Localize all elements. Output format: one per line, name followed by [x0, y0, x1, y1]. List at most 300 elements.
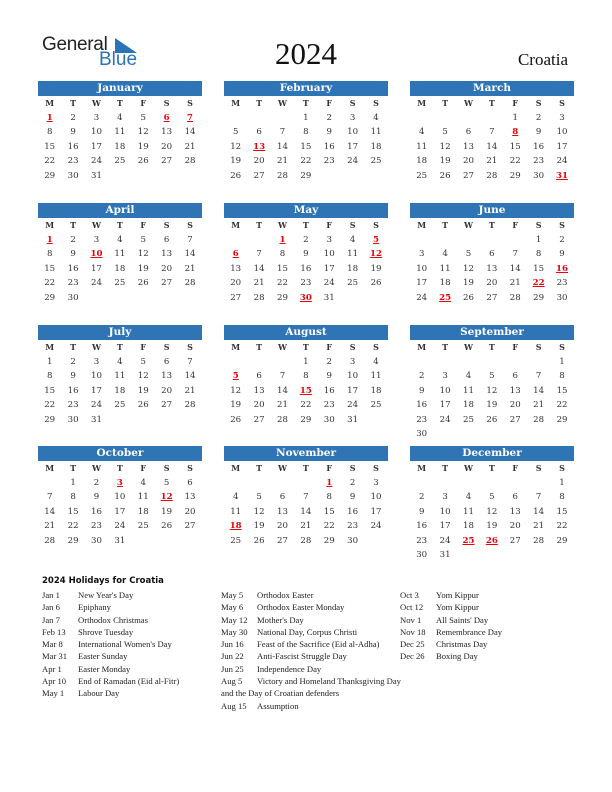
holiday-name: Feast of the Sacrifice (Eid al-Adha): [257, 639, 380, 650]
day-cell: 19: [230, 400, 242, 410]
day-cell: 9: [303, 249, 309, 259]
day-cell: 21: [533, 400, 545, 410]
weekday-label: T: [70, 463, 77, 473]
day-cell: 11: [463, 506, 474, 517]
day-cell: 20: [161, 263, 173, 274]
empty-cell: [410, 233, 433, 248]
day-cell: 3: [442, 371, 448, 381]
weekday-label: T: [302, 342, 309, 352]
empty-cell: [294, 476, 317, 491]
month-april: [38, 203, 202, 305]
day-cell: 13: [509, 506, 521, 517]
weekday-label: S: [559, 220, 565, 230]
day-cell: 5: [256, 492, 262, 502]
day-cell: 29: [44, 170, 56, 181]
weekday-label: M: [45, 463, 55, 473]
weekday-label: T: [256, 342, 263, 352]
day-cell: 24: [370, 521, 382, 531]
day-cell: 24: [439, 414, 451, 425]
day-cell: 22: [323, 521, 335, 531]
day-cell: 20: [486, 278, 498, 288]
holiday-date-label: Dec 26: [400, 651, 425, 662]
month-header: December: [410, 446, 574, 461]
weekday-label: T: [116, 98, 123, 108]
day-cell: 17: [347, 385, 359, 396]
day-cell: 26: [137, 400, 149, 410]
weekday-label: T: [70, 220, 77, 230]
day-cell: 11: [463, 385, 474, 396]
day-cell: 15: [277, 263, 288, 274]
day-cell: 24: [91, 400, 102, 410]
day-cell: 29: [44, 292, 56, 303]
holiday-date-label: Nov 18: [400, 626, 426, 637]
month-december: [410, 446, 574, 563]
holiday-date-label: Mar 8: [42, 639, 63, 650]
empty-cell: [480, 111, 503, 126]
day-cell: 27: [253, 170, 265, 181]
day-cell: 2: [93, 477, 100, 488]
day-cell: 19: [137, 263, 149, 274]
day-cell: 25: [137, 521, 149, 531]
day-cell: 24: [323, 278, 335, 288]
day-cell: 23: [91, 521, 102, 531]
day-cell: 2: [535, 112, 542, 123]
holiday-row: [42, 675, 212, 687]
day-cell: 20: [509, 400, 521, 410]
holiday-row: [221, 614, 401, 626]
holiday-name: National Day, Corpus Christi: [257, 626, 358, 637]
day-cell: 18: [347, 263, 359, 274]
day-cell: 17: [556, 141, 568, 152]
day-cell: 7: [256, 249, 262, 259]
day-cell: 20: [253, 156, 265, 166]
day-cell: 25: [370, 156, 382, 166]
day-cell: 18: [463, 400, 474, 410]
day-cell: 19: [137, 141, 149, 152]
weekday-label: T: [70, 98, 77, 108]
holiday-date: 13: [253, 141, 266, 152]
day-grid: [410, 96, 574, 183]
day-cell: 5: [465, 249, 472, 259]
empty-cell: [410, 111, 433, 126]
day-cell: 25: [114, 400, 126, 410]
day-cell: 9: [535, 127, 542, 137]
day-cell: 17: [91, 263, 102, 274]
day-cell: 28: [533, 535, 545, 546]
weekday-label: T: [302, 463, 309, 473]
day-cell: 24: [439, 535, 451, 546]
day-cell: 19: [439, 156, 451, 166]
day-cell: 6: [512, 371, 518, 381]
weekday-label: T: [442, 342, 449, 352]
day-cell: 10: [323, 249, 335, 259]
day-cell: 1: [535, 234, 542, 245]
weekday-label: F: [512, 342, 519, 352]
day-cell: 16: [416, 521, 428, 531]
month-header: October: [38, 446, 202, 461]
day-cell: 10: [416, 263, 428, 274]
day-cell: 30: [67, 170, 79, 181]
holiday-name: Yom Kippur: [436, 590, 479, 600]
weekday-label: T: [442, 98, 449, 108]
day-cell: 4: [465, 371, 472, 381]
holiday-date-label: Oct 12: [400, 602, 424, 613]
day-cell: 16: [67, 141, 79, 152]
day-cell: 19: [161, 506, 173, 517]
day-cell: 17: [323, 263, 335, 274]
day-cell: 21: [486, 156, 498, 166]
day-cell: 9: [93, 492, 100, 502]
holiday-date-label: Jan 7: [42, 614, 60, 625]
day-cell: 6: [489, 249, 495, 259]
day-cell: 6: [256, 371, 262, 381]
holiday-name: Assumption: [257, 700, 299, 711]
weekday-label: W: [277, 98, 287, 108]
day-cell: 25: [370, 400, 382, 410]
day-cell: 16: [67, 385, 79, 396]
day-cell: 19: [230, 156, 242, 166]
weekday-label: T: [488, 98, 495, 108]
day-cell: 22: [509, 156, 521, 166]
day-cell: 22: [556, 521, 568, 531]
day-cell: 4: [349, 234, 356, 245]
holiday-date-label: Dec 25: [400, 639, 425, 650]
day-cell: 2: [418, 492, 425, 502]
day-cell: 10: [439, 385, 451, 396]
holiday-name: Anti-Fascist Struggle Day: [257, 651, 347, 662]
holiday-date-label: Jan 1: [42, 590, 60, 600]
day-cell: 14: [277, 385, 288, 396]
day-cell: 24: [416, 292, 428, 303]
day-cell: 20: [230, 278, 242, 288]
month-header: November: [224, 446, 388, 461]
day-cell: 18: [137, 506, 149, 517]
weekday-label: W: [91, 220, 101, 230]
day-cell: 13: [161, 127, 173, 137]
day-cell: 16: [416, 400, 428, 410]
day-cell: 13: [463, 141, 474, 152]
holiday-date-label: Jun 16: [221, 639, 244, 650]
day-grid: [38, 218, 202, 305]
weekday-label: M: [45, 98, 55, 108]
day-cell: 29: [509, 170, 521, 181]
day-cell: 7: [187, 234, 193, 245]
day-cell: 22: [300, 400, 312, 410]
day-cell: 11: [114, 371, 126, 381]
day-cell: 11: [370, 371, 382, 381]
day-cell: 14: [277, 141, 288, 152]
day-cell: 7: [303, 492, 309, 502]
holiday-row: [400, 601, 570, 613]
day-cell: 10: [556, 127, 568, 137]
day-cell: 14: [253, 263, 265, 274]
day-cell: 28: [509, 292, 521, 303]
day-cell: 19: [486, 521, 498, 531]
weekday-label: S: [535, 463, 542, 473]
holiday-name: Yom Kippur: [436, 602, 479, 613]
day-cell: 22: [277, 278, 288, 288]
holiday-name: Remembrance Day: [436, 626, 503, 637]
day-cell: 18: [416, 156, 428, 166]
empty-cell: [224, 111, 247, 126]
weekday-label: F: [512, 463, 519, 473]
day-cell: 16: [323, 141, 335, 152]
empty-cell: [457, 355, 480, 370]
holiday-date: 3: [116, 477, 123, 488]
day-cell: 1: [303, 112, 309, 123]
holiday-name: Mother's Day: [257, 614, 304, 625]
day-cell: 11: [114, 127, 126, 137]
month-header: August: [224, 325, 388, 340]
day-cell: 13: [184, 492, 196, 502]
weekday-label: W: [277, 342, 287, 352]
day-cell: 11: [114, 249, 126, 259]
holiday-row: [221, 601, 401, 613]
empty-cell: [504, 233, 527, 248]
day-cell: 1: [70, 477, 76, 488]
holiday-date: 7: [187, 112, 194, 123]
day-cell: 9: [418, 506, 425, 517]
day-cell: 20: [277, 521, 288, 531]
holiday-name: Victory and Homeland Thanksgiving Day and the Day of Croatian defenders: [221, 676, 401, 699]
day-cell: 17: [347, 141, 359, 152]
day-cell: 20: [161, 385, 173, 396]
empty-cell: [504, 355, 527, 370]
month-june: [410, 203, 574, 305]
day-cell: 7: [512, 249, 518, 259]
day-cell: 15: [556, 506, 568, 517]
day-cell: 26: [137, 156, 149, 166]
holiday-date: 1: [279, 234, 286, 245]
empty-cell: [271, 111, 294, 126]
holiday-date-label: May 6: [221, 602, 244, 613]
day-cell: 23: [67, 278, 79, 288]
weekday-label: W: [463, 220, 473, 230]
day-cell: 4: [117, 112, 123, 123]
day-cell: 14: [533, 506, 545, 517]
day-cell: 7: [279, 371, 286, 381]
weekday-label: S: [163, 342, 170, 352]
holiday-row: [221, 626, 401, 638]
day-cell: 2: [418, 371, 425, 381]
holiday-row: [42, 614, 212, 626]
weekday-label: M: [417, 342, 427, 352]
day-cell: 6: [163, 356, 170, 367]
weekday-label: T: [256, 98, 263, 108]
day-cell: 6: [187, 477, 193, 488]
month-header: January: [38, 81, 202, 96]
day-cell: 8: [535, 249, 542, 259]
day-cell: 26: [230, 170, 242, 181]
day-cell: 16: [300, 263, 312, 274]
day-cell: 3: [442, 492, 448, 502]
day-cell: 15: [44, 141, 56, 152]
day-cell: 11: [347, 249, 359, 259]
holiday-row: [42, 601, 212, 613]
day-cell: 18: [439, 278, 451, 288]
day-cell: 13: [230, 263, 242, 274]
day-cell: 16: [67, 263, 79, 274]
day-cell: 14: [184, 249, 196, 259]
day-cell: 1: [46, 356, 53, 367]
holiday-row: [42, 638, 212, 650]
day-cell: 3: [93, 356, 100, 367]
holiday-name: Shrove Tuesday: [78, 626, 134, 637]
day-cell: 15: [44, 385, 56, 396]
day-cell: 29: [323, 535, 335, 546]
day-grid: [38, 96, 202, 183]
day-cell: 22: [67, 521, 79, 531]
day-cell: 25: [347, 278, 359, 288]
day-cell: 21: [533, 521, 545, 531]
day-cell: 26: [253, 535, 265, 546]
holiday-name: Boxing Day: [436, 651, 478, 662]
day-cell: 3: [418, 249, 425, 259]
month-header: September: [410, 325, 574, 340]
day-cell: 7: [535, 371, 542, 381]
page-title-year: 2024: [275, 36, 337, 71]
holiday-row: [400, 614, 570, 626]
country-label: Croatia: [517, 50, 568, 69]
day-cell: 7: [46, 492, 53, 502]
day-cell: 25: [114, 278, 126, 288]
weekday-label: F: [512, 220, 519, 230]
weekday-label: T: [116, 342, 123, 352]
day-cell: 19: [463, 278, 474, 288]
day-cell: 26: [439, 170, 451, 181]
holiday-date: 16: [556, 263, 569, 274]
day-cell: 3: [559, 112, 565, 123]
holiday-column: [42, 589, 212, 700]
day-cell: 18: [463, 521, 474, 531]
weekday-label: S: [559, 98, 565, 108]
weekday-label: F: [140, 463, 147, 473]
holiday-row: [42, 650, 212, 662]
day-cell: 5: [140, 356, 146, 367]
day-cell: 2: [326, 112, 332, 123]
day-cell: 5: [140, 234, 146, 245]
day-cell: 23: [300, 278, 312, 288]
day-cell: 30: [416, 550, 428, 560]
empty-cell: [247, 355, 270, 370]
weekday-label: S: [349, 463, 356, 473]
weekday-label: T: [116, 220, 123, 230]
day-cell: 14: [486, 141, 498, 152]
weekday-label: T: [488, 342, 495, 352]
day-cell: 5: [163, 477, 170, 488]
weekday-label: T: [442, 220, 449, 230]
day-cell: 2: [559, 234, 565, 245]
day-cell: 9: [70, 371, 76, 381]
day-cell: 16: [347, 506, 359, 517]
weekday-label: T: [256, 463, 263, 473]
day-cell: 14: [184, 127, 196, 137]
day-cell: 17: [439, 400, 451, 410]
day-cell: 28: [533, 414, 545, 425]
day-cell: 1: [512, 112, 518, 123]
day-cell: 20: [161, 141, 173, 152]
day-cell: 31: [91, 170, 102, 181]
holiday-date: 18: [229, 521, 242, 531]
holiday-date: 10: [90, 249, 103, 259]
holiday-name: Orthodox Easter: [257, 590, 314, 600]
day-cell: 13: [486, 263, 498, 274]
weekday-label: M: [45, 220, 55, 230]
holiday-row: [42, 663, 212, 675]
holiday-date: 15: [299, 385, 312, 396]
day-cell: 28: [253, 292, 265, 303]
day-cell: 30: [556, 292, 568, 303]
weekday-label: F: [140, 342, 147, 352]
weekday-label: W: [463, 342, 473, 352]
day-cell: 28: [184, 156, 196, 166]
weekday-label: S: [349, 342, 356, 352]
day-cell: 22: [556, 400, 568, 410]
day-cell: 14: [509, 263, 521, 274]
holiday-date-label: Jun 22: [221, 651, 244, 662]
holiday-date-label: Jun 25: [221, 663, 244, 674]
day-cell: 31: [114, 535, 126, 546]
day-cell: 13: [161, 371, 173, 381]
weekday-label: W: [277, 220, 287, 230]
weekday-label: M: [45, 342, 55, 352]
holiday-name: Epiphany: [78, 602, 111, 613]
day-grid: [224, 461, 388, 548]
day-cell: 4: [465, 492, 472, 502]
weekday-label: S: [163, 220, 170, 230]
day-cell: 21: [277, 400, 288, 410]
day-cell: 31: [323, 292, 335, 303]
day-cell: 20: [463, 156, 474, 166]
holiday-row: [42, 589, 212, 601]
day-cell: 23: [416, 535, 428, 546]
holiday-date: 12: [160, 492, 173, 502]
day-cell: 20: [509, 521, 521, 531]
holiday-row: [400, 650, 570, 662]
day-cell: 28: [300, 535, 312, 546]
day-cell: 23: [67, 400, 79, 410]
holiday-date: 25: [462, 535, 475, 546]
day-cell: 21: [184, 141, 196, 152]
day-cell: 8: [559, 371, 565, 381]
holiday-date-label: Aug 15: [221, 700, 247, 711]
day-cell: 14: [44, 506, 56, 517]
weekday-label: W: [91, 463, 101, 473]
month-header: April: [38, 203, 202, 218]
day-cell: 12: [137, 127, 149, 137]
day-cell: 4: [117, 356, 123, 367]
weekday-label: T: [302, 98, 309, 108]
holiday-row: [221, 650, 401, 662]
day-cell: 9: [70, 127, 76, 137]
holiday-date: 5: [232, 371, 239, 381]
day-cell: 1: [559, 356, 565, 367]
day-cell: 27: [184, 521, 196, 531]
day-cell: 5: [140, 112, 146, 123]
day-cell: 29: [67, 535, 79, 546]
day-cell: 23: [533, 156, 545, 166]
day-cell: 4: [442, 249, 448, 259]
month-october: [38, 446, 202, 548]
holiday-date-label: Jan 6: [42, 602, 60, 613]
day-cell: 12: [439, 141, 451, 152]
day-cell: 3: [93, 112, 100, 123]
weekday-label: S: [535, 98, 542, 108]
day-cell: 4: [373, 356, 379, 367]
holiday-date: 22: [532, 278, 545, 288]
day-cell: 1: [303, 356, 309, 367]
day-grid: [38, 340, 202, 427]
